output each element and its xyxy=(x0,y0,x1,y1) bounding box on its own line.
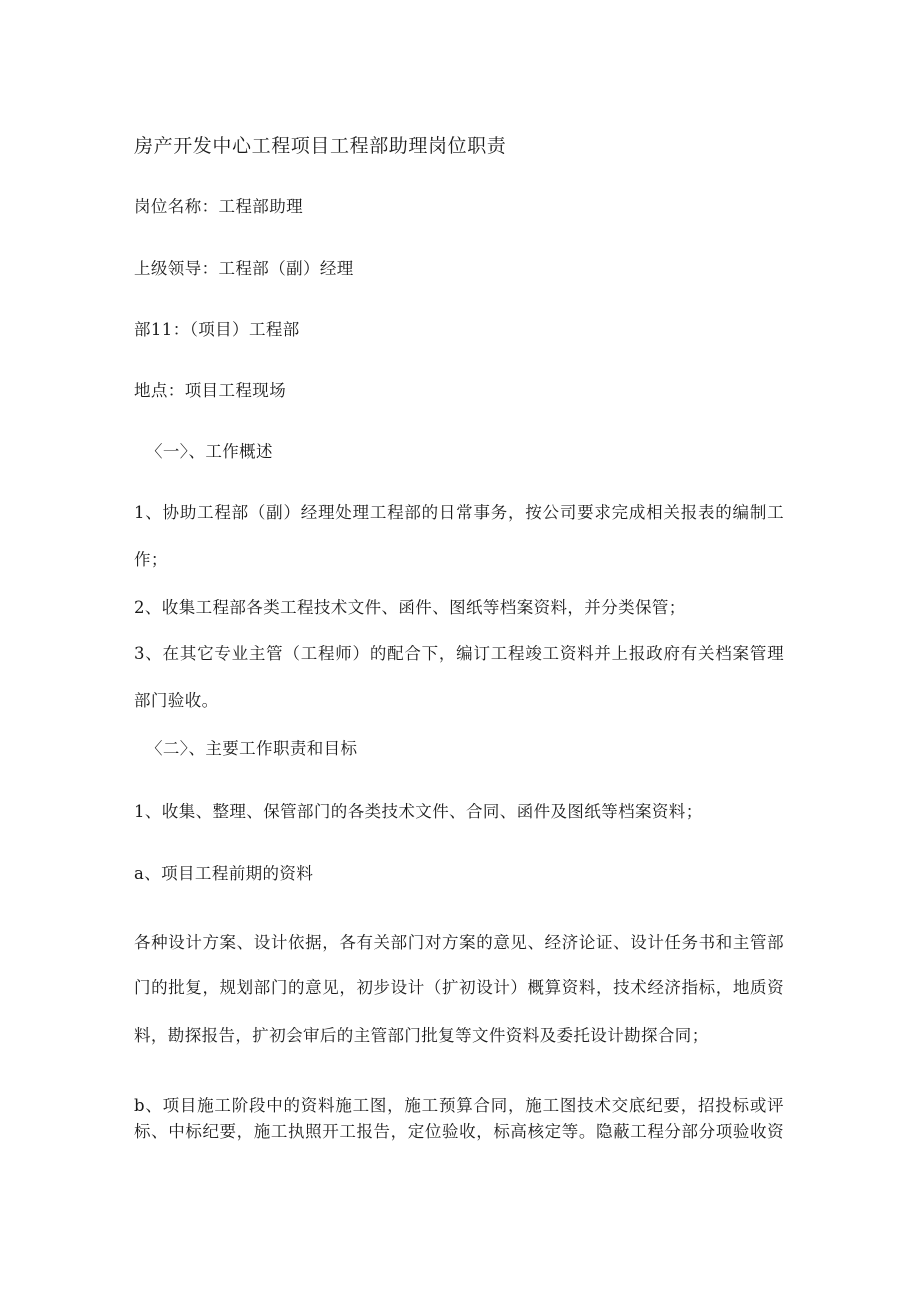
department: 部11：（项目）工程部 xyxy=(134,320,300,339)
overview-item-3-line-1: 3、在其它专业主管（工程师）的配合下，编订工程竣工资料并上报政府有关档案管理 xyxy=(134,644,784,663)
location: 地点：项目工程现场 xyxy=(134,381,287,400)
overview-item-2: 2、收集工程部各类工程技术文件、函件、图纸等档案资料，并分类保管； xyxy=(134,598,686,617)
duties-sub-b-line-1: b、项目施工阶段中的资料施工图，施工预算合同，施工图技术交底纪要，招投标或评 xyxy=(134,1096,784,1115)
duties-para-a-line-2: 门的批复，规划部门的意见，初步设计（扩初设计）概算资料，技术经济指标，地质资 xyxy=(134,978,784,997)
duties-para-a-line-1: 各种设计方案、设计依据，各有关部门对方案的意见、经济论证、设计任务书和主管部 xyxy=(134,933,784,952)
position-name: 岗位名称：工程部助理 xyxy=(134,197,303,216)
section-heading-duties: 〈二〉、主要工作职责和目标 xyxy=(146,739,358,758)
section-heading-overview: 〈一〉、工作概述 xyxy=(146,442,273,461)
duties-sub-b-line-2: 标、中标纪要，施工执照开工报告，定位验收，标高核定等。隐蔽工程分部分项验收资 xyxy=(134,1122,784,1141)
document-title: 房产开发中心工程项目工程部助理岗位职责 xyxy=(134,135,507,157)
duties-item-1: 1、收集、整理、保管部门的各类技术文件、合同、函件及图纸等档案资料； xyxy=(134,802,703,821)
superior: 上级领导：工程部（副）经理 xyxy=(134,259,354,278)
overview-item-1-line-1: 1、协助工程部（副）经理处理工程部的日常事务，按公司要求完成相关报表的编制工 xyxy=(134,503,784,522)
duties-para-a-line-3: 料，勘探报告，扩初会审后的主管部门批复等文件资料及委托设计勘探合同； xyxy=(134,1026,709,1045)
duties-sub-a: a、项目工程前期的资料 xyxy=(134,864,314,883)
overview-item-1-line-2: 作； xyxy=(134,550,168,569)
overview-item-3-line-2: 部门验收。 xyxy=(134,691,219,710)
